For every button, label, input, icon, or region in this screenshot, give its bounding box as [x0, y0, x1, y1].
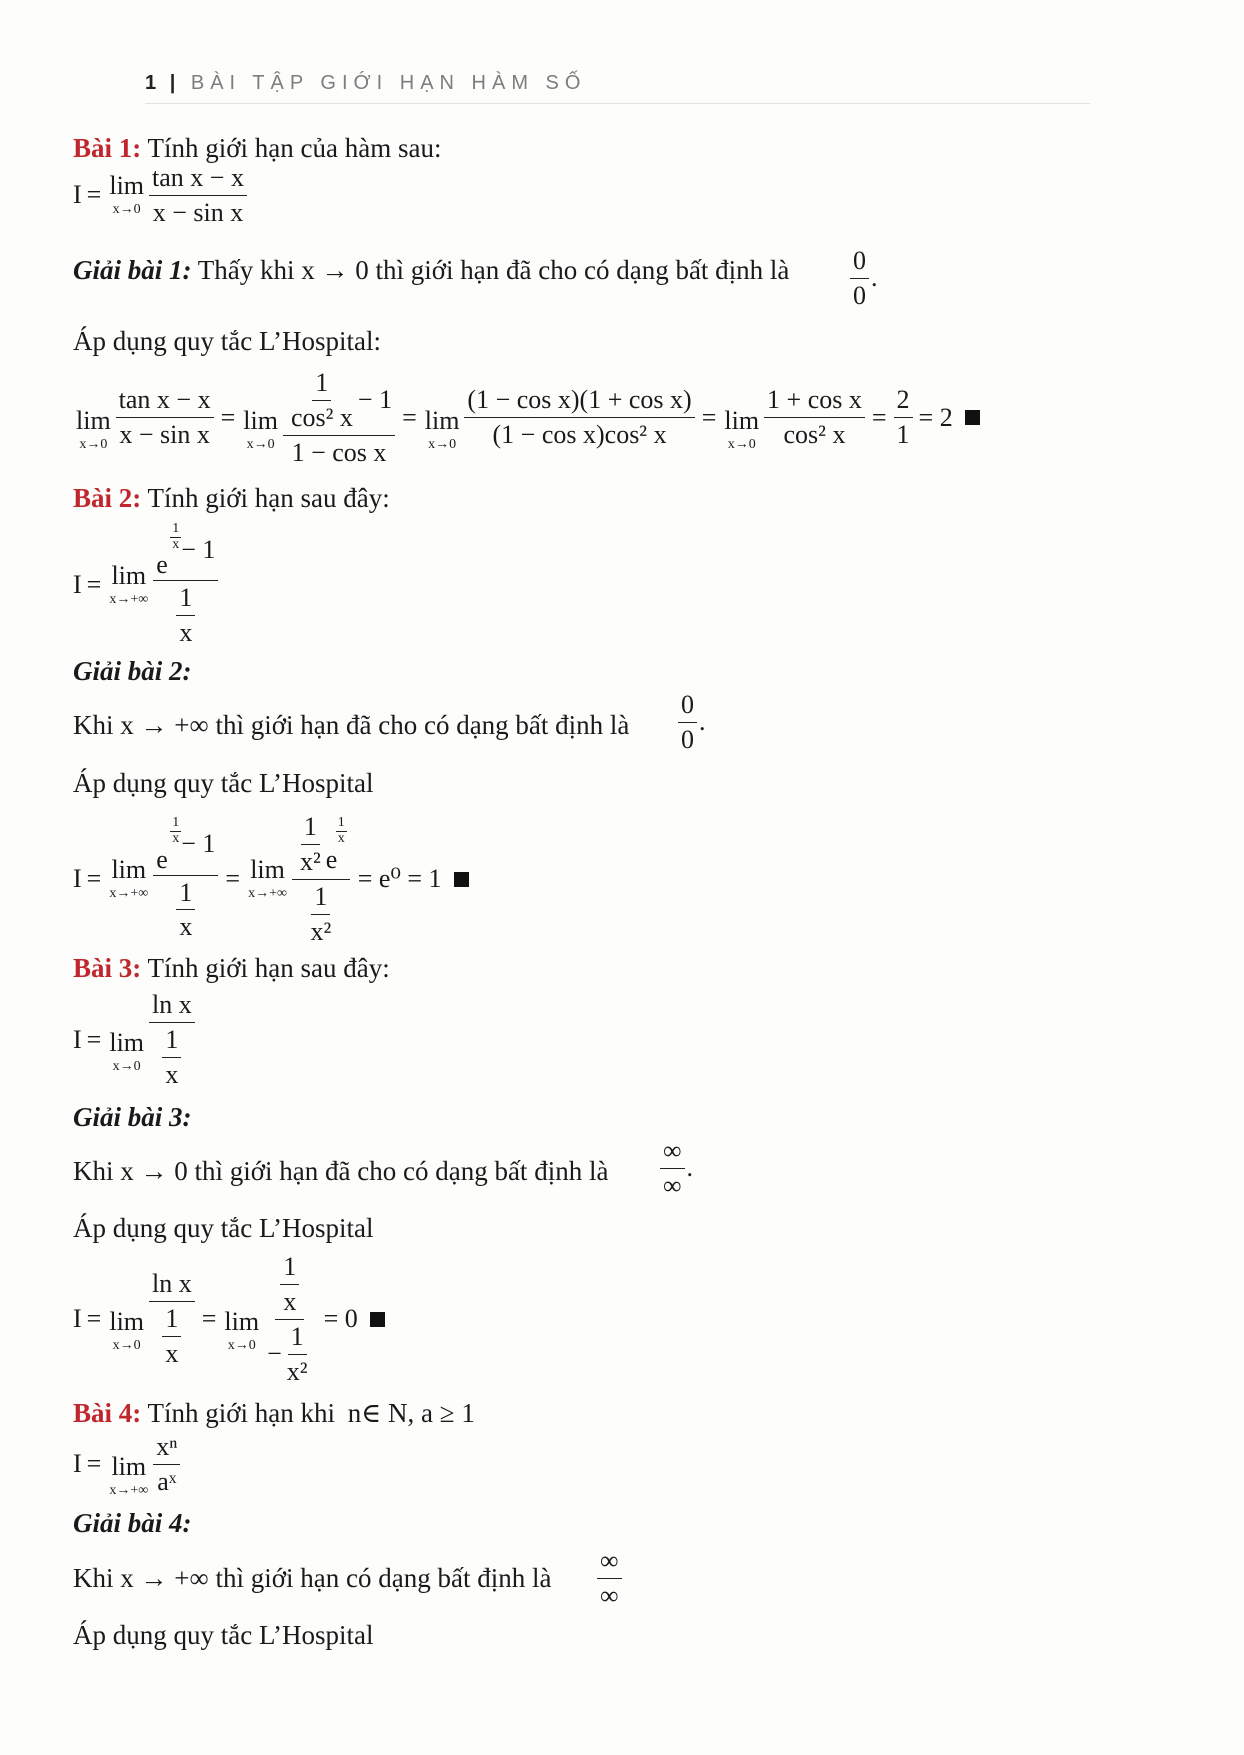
- fraction: [850, 246, 869, 311]
- page-number: 1: [145, 72, 159, 94]
- solution-3-derivation: [73, 1252, 385, 1387]
- solution-4-indeterminate: [595, 1546, 624, 1611]
- header-separator: |: [169, 72, 180, 94]
- denominator: [264, 1320, 315, 1387]
- lim-sub: x→+∞: [248, 886, 287, 902]
- denominator: x: [283, 1286, 297, 1316]
- fraction: [149, 1269, 195, 1369]
- lim-sub: x→0: [428, 436, 457, 452]
- problem-3-heading: [73, 955, 390, 982]
- denominator: [157, 1023, 186, 1090]
- denominator: x: [179, 618, 193, 648]
- limit-operator: [109, 857, 148, 901]
- denominator: x: [165, 1059, 179, 1089]
- limit-operator: [109, 173, 144, 217]
- solution-1-intro: [73, 257, 789, 284]
- exp-term: [156, 522, 181, 578]
- fraction: [149, 163, 247, 228]
- solution-label: Giải bài 2:: [73, 656, 192, 686]
- solution-3-text: Khi x → 0 thì giới hạn đã cho có dạng bất định là: [73, 1156, 609, 1186]
- exponent: [170, 816, 181, 846]
- fraction: [162, 1025, 181, 1090]
- math-eq: =: [86, 570, 102, 600]
- lim-word: lim: [111, 855, 147, 885]
- limit-operator: [424, 405, 460, 452]
- lim-sub: x→0: [227, 1338, 256, 1354]
- math-eq: =: [86, 1449, 102, 1479]
- fraction: [597, 1546, 622, 1611]
- numerator: [153, 522, 218, 581]
- exp-num: 1: [337, 815, 345, 831]
- lim-word: lim: [424, 405, 460, 435]
- math-I: I: [73, 570, 82, 600]
- denominator: 1: [896, 420, 910, 450]
- problem-2-statement: Tính giới hạn sau đây:: [147, 483, 390, 513]
- e-base: e: [156, 844, 168, 874]
- numerator: (1 − cos x)(1 + cos x): [464, 385, 694, 418]
- denominator: x − sin x: [119, 420, 210, 450]
- lim-sub: x→0: [727, 436, 756, 452]
- math-I: I: [73, 1449, 82, 1479]
- numerator: [292, 812, 350, 880]
- lim-sub: x→0: [112, 1058, 141, 1074]
- math-I: I: [73, 1024, 82, 1054]
- math-eq: =: [701, 402, 717, 432]
- numerator: 1: [280, 1252, 299, 1285]
- denominator: 1 − cos x: [291, 437, 387, 467]
- denominator: 0: [853, 280, 866, 310]
- math-eq: =: [86, 1304, 102, 1334]
- lim-word: lim: [109, 1307, 145, 1337]
- lim-sub: x→0: [112, 1338, 141, 1354]
- fraction: [153, 522, 218, 648]
- math-I: I: [73, 1304, 82, 1334]
- denominator: cos² x: [290, 402, 353, 432]
- problem-4-statement: Tính giới hạn khi: [147, 1398, 336, 1428]
- result: = e⁰ = 1: [357, 864, 442, 894]
- numerator: tan x − x: [149, 163, 247, 196]
- solution-2-rule: Áp dụng quy tắc L’Hospital: [73, 768, 374, 798]
- exp-num: 1: [172, 521, 180, 536]
- solution-2-text: Khi x → +∞ thì giới hạn đã cho có dạng bất định là: [73, 710, 630, 740]
- numerator: ln x: [149, 1269, 195, 1302]
- limit-operator: [248, 857, 287, 901]
- lim-word: lim: [224, 1307, 260, 1337]
- solution-3-indeterminate: [658, 1136, 693, 1201]
- math-eq: =: [86, 864, 102, 894]
- lim-sub: x→+∞: [109, 592, 149, 608]
- fraction: [284, 1322, 311, 1387]
- numerator: tan x − x: [116, 385, 214, 418]
- denominator: x²: [286, 1356, 308, 1386]
- lim-sub: x→0: [112, 202, 141, 218]
- numerator: [153, 816, 218, 875]
- qed-square: [965, 410, 980, 425]
- lim-sub: x→0: [79, 436, 108, 452]
- numerator: 2: [894, 385, 913, 418]
- fraction: [280, 1252, 299, 1317]
- denominator: cos² x: [783, 420, 846, 450]
- solution-1-label: Giải bài 1:: [73, 255, 192, 285]
- denominator: x²: [299, 846, 321, 876]
- lim-word: lim: [250, 855, 285, 885]
- numerator: ∞: [597, 1546, 622, 1579]
- lim-word: lim: [243, 405, 278, 435]
- problem-1-label: Bài 1:: [73, 133, 142, 163]
- problem-1-formula: [73, 163, 249, 228]
- problem-3-statement: Tính giới hạn sau đây:: [147, 953, 390, 983]
- math-eq: =: [871, 402, 887, 432]
- lim-word: lim: [111, 1452, 147, 1482]
- fraction: [894, 385, 913, 450]
- problem-3-label: Bài 3:: [73, 953, 142, 983]
- numerator: xⁿ: [153, 1432, 180, 1465]
- fraction: [283, 368, 395, 468]
- numerator: 1: [162, 1304, 181, 1337]
- math-eq: =: [86, 1024, 102, 1054]
- limit-operator: [109, 1454, 148, 1498]
- math-eq: =: [225, 864, 241, 894]
- fraction: [678, 690, 697, 755]
- limit-operator: [109, 1309, 144, 1353]
- fraction: [764, 385, 865, 450]
- numerator: 1: [176, 878, 195, 911]
- lim-sub: x→+∞: [109, 886, 149, 902]
- fraction: [660, 1136, 685, 1201]
- fraction: [149, 990, 195, 1090]
- math-eq: =: [402, 402, 417, 432]
- fraction: [307, 882, 334, 947]
- exp-den: x: [172, 830, 180, 846]
- solution-label: Giải bài 4:: [73, 1508, 192, 1538]
- denominator: x − sin x: [152, 197, 244, 227]
- denominator: [171, 581, 200, 648]
- minus-one: − 1: [181, 535, 216, 565]
- page-header: [145, 72, 1090, 104]
- denominator: ∞: [663, 1170, 682, 1200]
- fraction: [153, 1432, 180, 1497]
- lim-word: lim: [76, 405, 111, 435]
- solution-1-rule: Áp dụng quy tắc L’Hospital:: [73, 326, 381, 356]
- numerator: 1: [312, 368, 331, 401]
- solution-4-rule: Áp dụng quy tắc L’Hospital: [73, 1620, 374, 1650]
- lim-word: lim: [109, 1027, 145, 1057]
- minus-one: − 1: [181, 829, 216, 859]
- fraction: [176, 878, 195, 943]
- denominator: [157, 1302, 186, 1369]
- solution-2-derivation: [73, 812, 469, 947]
- numerator: ln x: [149, 990, 195, 1023]
- solution-4-label: [73, 1510, 192, 1537]
- lim-word: lim: [111, 561, 147, 591]
- numerator: [283, 368, 395, 436]
- denominator: x²: [310, 916, 332, 946]
- exp-den: x: [172, 536, 180, 552]
- lim-word: lim: [109, 171, 145, 201]
- result: = 2: [918, 402, 953, 432]
- exponent: [170, 522, 181, 552]
- math-eq: =: [220, 402, 236, 432]
- exp-num: 1: [172, 815, 180, 831]
- exp-term: [326, 816, 347, 872]
- numerator: 1: [288, 1322, 307, 1355]
- fraction: [153, 816, 218, 942]
- problem-2-formula: [73, 522, 220, 648]
- fraction: [176, 583, 195, 648]
- result: = 0: [323, 1304, 358, 1334]
- problem-1-heading: [73, 135, 442, 162]
- solution-2-label: [73, 658, 192, 685]
- problem-4-label: Bài 4:: [73, 1398, 142, 1428]
- solution-1-text: Thấy khi x → 0 thì giới hạn đã cho có dạng bất định là: [197, 255, 790, 285]
- numerator: 1: [301, 812, 320, 845]
- fraction: [162, 1304, 181, 1369]
- lim-sub: x→+∞: [109, 1483, 149, 1499]
- header-title: BÀI TẬP GIỚI HẠN HÀM SỐ: [190, 72, 587, 94]
- exponent: [336, 816, 347, 846]
- lim-sub: x→0: [246, 436, 275, 452]
- limit-operator: [724, 405, 760, 452]
- denominator: x: [165, 1339, 179, 1369]
- problem-2-label: Bài 2:: [73, 483, 142, 513]
- denominator: ∞: [600, 1580, 619, 1610]
- denominator: (1 − cos x)cos² x: [492, 420, 667, 450]
- fraction: [464, 385, 694, 450]
- period: .: [686, 1153, 694, 1183]
- solution-label: Giải bài 3:: [73, 1102, 192, 1132]
- limit-operator: [224, 1309, 259, 1353]
- solution-3-label: [73, 1104, 192, 1131]
- denominator: 0: [681, 724, 694, 754]
- period: .: [871, 263, 878, 293]
- denominator: [302, 880, 339, 947]
- fraction: [292, 812, 350, 947]
- problem-4-condition: n∈ N, a ≥ 1: [347, 1398, 475, 1428]
- fraction: [116, 385, 214, 450]
- numerator: 0: [678, 690, 697, 723]
- denominator: aˣ: [157, 1466, 177, 1496]
- solution-2-indeterminate: [676, 690, 706, 755]
- numerator: 1: [176, 583, 195, 616]
- fraction: [288, 368, 356, 433]
- numerator: 0: [850, 246, 869, 279]
- solution-3-rule: Áp dụng quy tắc L’Hospital: [73, 1213, 374, 1243]
- exp-term: [156, 816, 181, 872]
- numerator: ∞: [660, 1136, 685, 1169]
- numerator: 1 + cos x: [764, 385, 865, 418]
- limit-operator: [109, 563, 148, 607]
- math-I: I: [73, 180, 82, 210]
- problem-3-formula: [73, 990, 197, 1090]
- numerator: 1: [311, 882, 330, 915]
- qed-square: [454, 872, 469, 887]
- qed-square: [370, 1312, 385, 1327]
- fraction: [297, 812, 324, 877]
- minus-one: − 1: [357, 385, 393, 415]
- problem-4-formula: [73, 1432, 182, 1497]
- limit-operator: [109, 1027, 145, 1074]
- denominator: [171, 876, 200, 943]
- problem-4-heading: [73, 1400, 475, 1427]
- solution-4-text: Khi x → +∞ thì giới hạn có dạng bất định là: [73, 1563, 552, 1593]
- math-eq: =: [201, 1304, 217, 1334]
- math-eq: =: [86, 180, 102, 210]
- denominator: x: [179, 912, 193, 942]
- limit-operator: [76, 405, 111, 452]
- minus-sign: −: [267, 1339, 282, 1369]
- numerator: [275, 1252, 304, 1320]
- e-base: e: [325, 844, 338, 874]
- fraction: [264, 1252, 315, 1387]
- lim-word: lim: [724, 405, 760, 435]
- period: .: [699, 707, 706, 737]
- solution-1-derivation: [73, 368, 980, 468]
- problem-2-heading: [73, 485, 390, 512]
- math-I: I: [73, 864, 82, 894]
- numerator: 1: [162, 1025, 181, 1058]
- problem-1-statement: Tính giới hạn của hàm sau:: [147, 133, 442, 163]
- exp-den: x: [337, 830, 345, 846]
- solution-1-indeterminate: [848, 246, 878, 311]
- limit-operator: [243, 405, 278, 452]
- e-base: e: [156, 550, 168, 580]
